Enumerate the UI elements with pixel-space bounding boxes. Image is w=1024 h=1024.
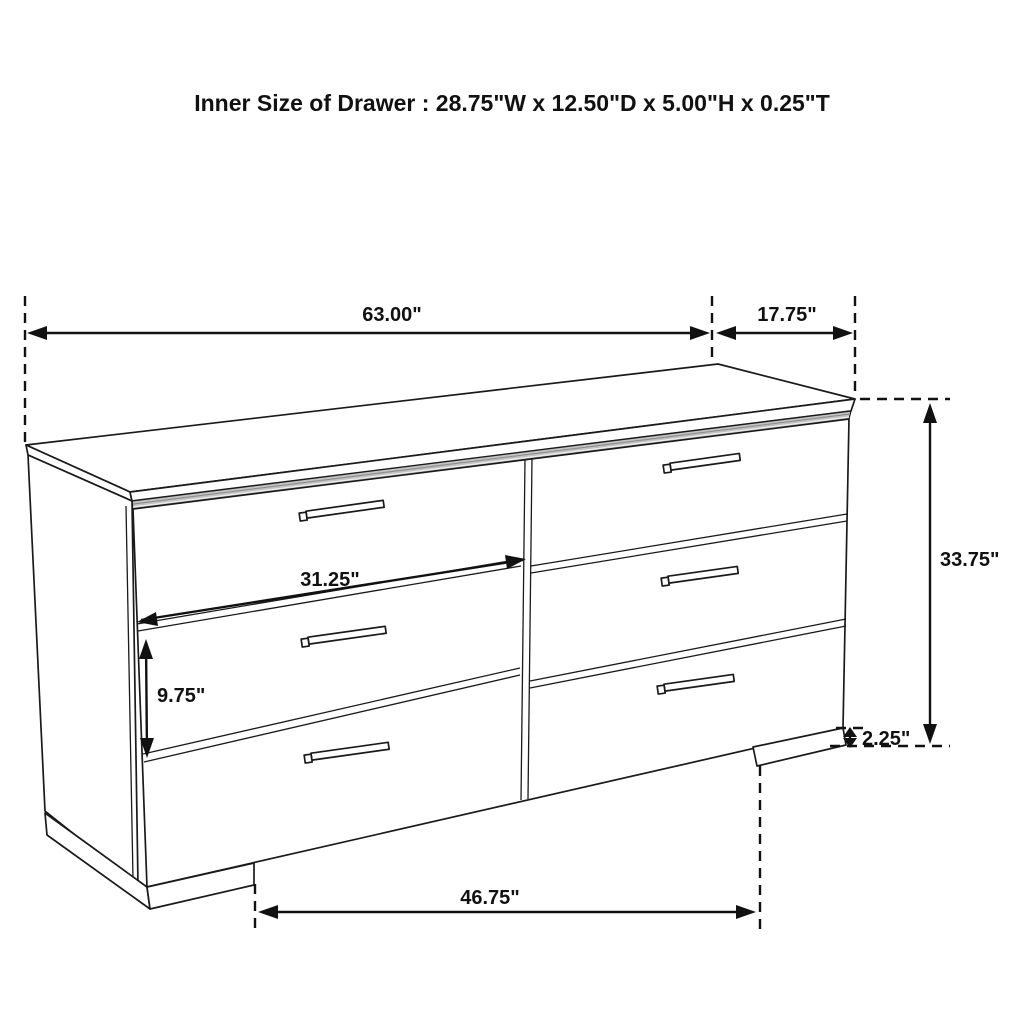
dim-top-depth xyxy=(716,304,853,340)
arrowhead xyxy=(716,326,736,340)
dim-top-depth-label: 17.75" xyxy=(757,304,817,326)
dim-height-label: 33.75" xyxy=(940,549,1000,571)
handle-end-cap xyxy=(301,638,309,647)
handle-end-cap xyxy=(304,754,312,763)
dim-base-width-label: 46.75" xyxy=(460,887,520,909)
handle-end-cap xyxy=(299,512,307,521)
dim-drawer-height-label: 9.75" xyxy=(157,685,206,707)
arrowhead xyxy=(736,905,756,919)
dim-height xyxy=(923,403,1000,744)
dresser-illustration xyxy=(26,364,855,909)
dim-base-width xyxy=(258,887,756,919)
dim-top-width-label: 63.00" xyxy=(362,304,422,326)
arrowhead xyxy=(923,403,937,423)
arrowhead xyxy=(258,905,278,919)
dim-drawer-width-label: 31.25" xyxy=(300,569,360,591)
arrowhead xyxy=(923,724,937,744)
handle-end-cap xyxy=(661,577,669,586)
dim-leg-height-label: 2.25" xyxy=(862,728,911,750)
arrowhead xyxy=(27,326,47,340)
handle-end-cap xyxy=(663,464,671,473)
handle-end-cap xyxy=(657,685,665,694)
arrowhead xyxy=(690,326,710,340)
dresser-left-side-panel xyxy=(28,455,138,885)
dim-top-width xyxy=(27,304,710,340)
diagram-title: Inner Size of Drawer : 28.75"W x 12.50"D x 5.00"H x 0.25"T xyxy=(194,90,830,116)
arrowhead xyxy=(833,326,853,340)
dimension-line xyxy=(146,643,147,754)
